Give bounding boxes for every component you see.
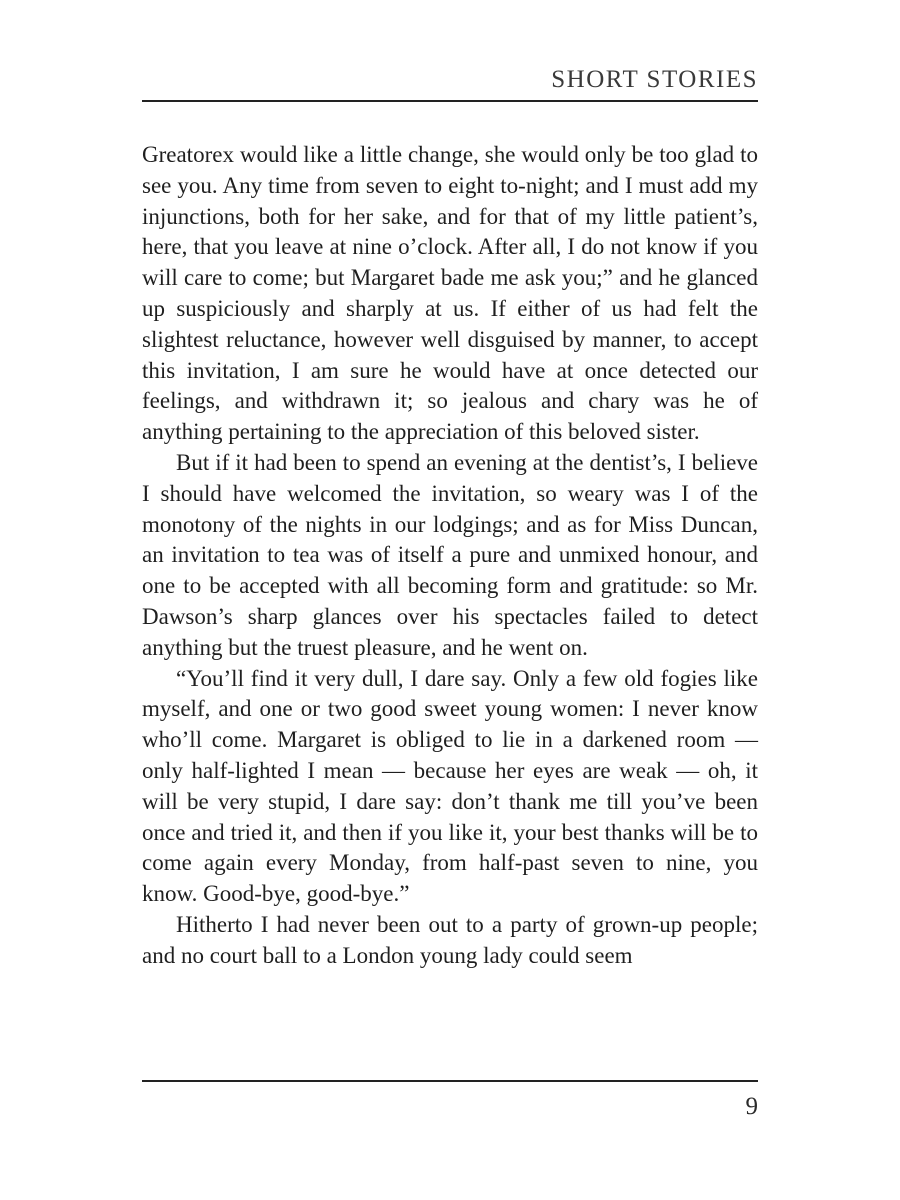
page-number: 9 [745,1093,758,1120]
body-text [142,140,758,972]
paragraph: But if it had been to spend an evening at the dentist’s, I believe I should have welcomed the invitation, so weary was I of the monotony of the nights in our lodgings; and as for Miss Duncan, an invitation to tea was of itself a pure and unmixed honour, and one to be accepted with all becoming form and gratitude: so Mr. Dawson’s sharp glances over his spectacles failed to detect anything but the truest pleasure, and he went on. [142,449,758,660]
paragraph: Greatorex would like a little change, she would only be too glad to see you. Any time from seven to eight to-night; and I must add my injunctions, both for her sake, and for that of my little patient’s, here, that you leave at nine o’clock. After all, I do not know if you will care to come; but Margaret bade me ask you;” and he glanced up suspiciously and sharply at us. If either of us had felt the slightest reluctance, however well disguised by manner, to accept this invitation, I am sure he would have at once detected our feelings, and withdrawn it; so jealous and chary was he of anything pertaining to the appreciation of this beloved sister. [142,142,758,445]
running-head-title: SHORT STORIES [551,66,758,93]
paragraph: “You’ll find it very dull, I dare say. Only a few old fogies like myself, and one or two good sweet young women: I never know who’ll come. Margaret is obliged to lie in a darkened room — only half-lighted I mean — because her eyes are weak — oh, it will be very stupid, I dare say: don’t thank me till you’ve been once and tried it, and then if you like it, your best thanks will be to come again every Monday, from half-past seven to nine, you know. Good-bye, good-bye.” [142,665,758,907]
paragraph: Hitherto I had never been out to a party of grown-up people; and no court ball to a London young lady could seem [142,911,758,968]
header-rule [142,100,758,102]
page-header [142,64,758,100]
footer-rule [142,1080,758,1082]
